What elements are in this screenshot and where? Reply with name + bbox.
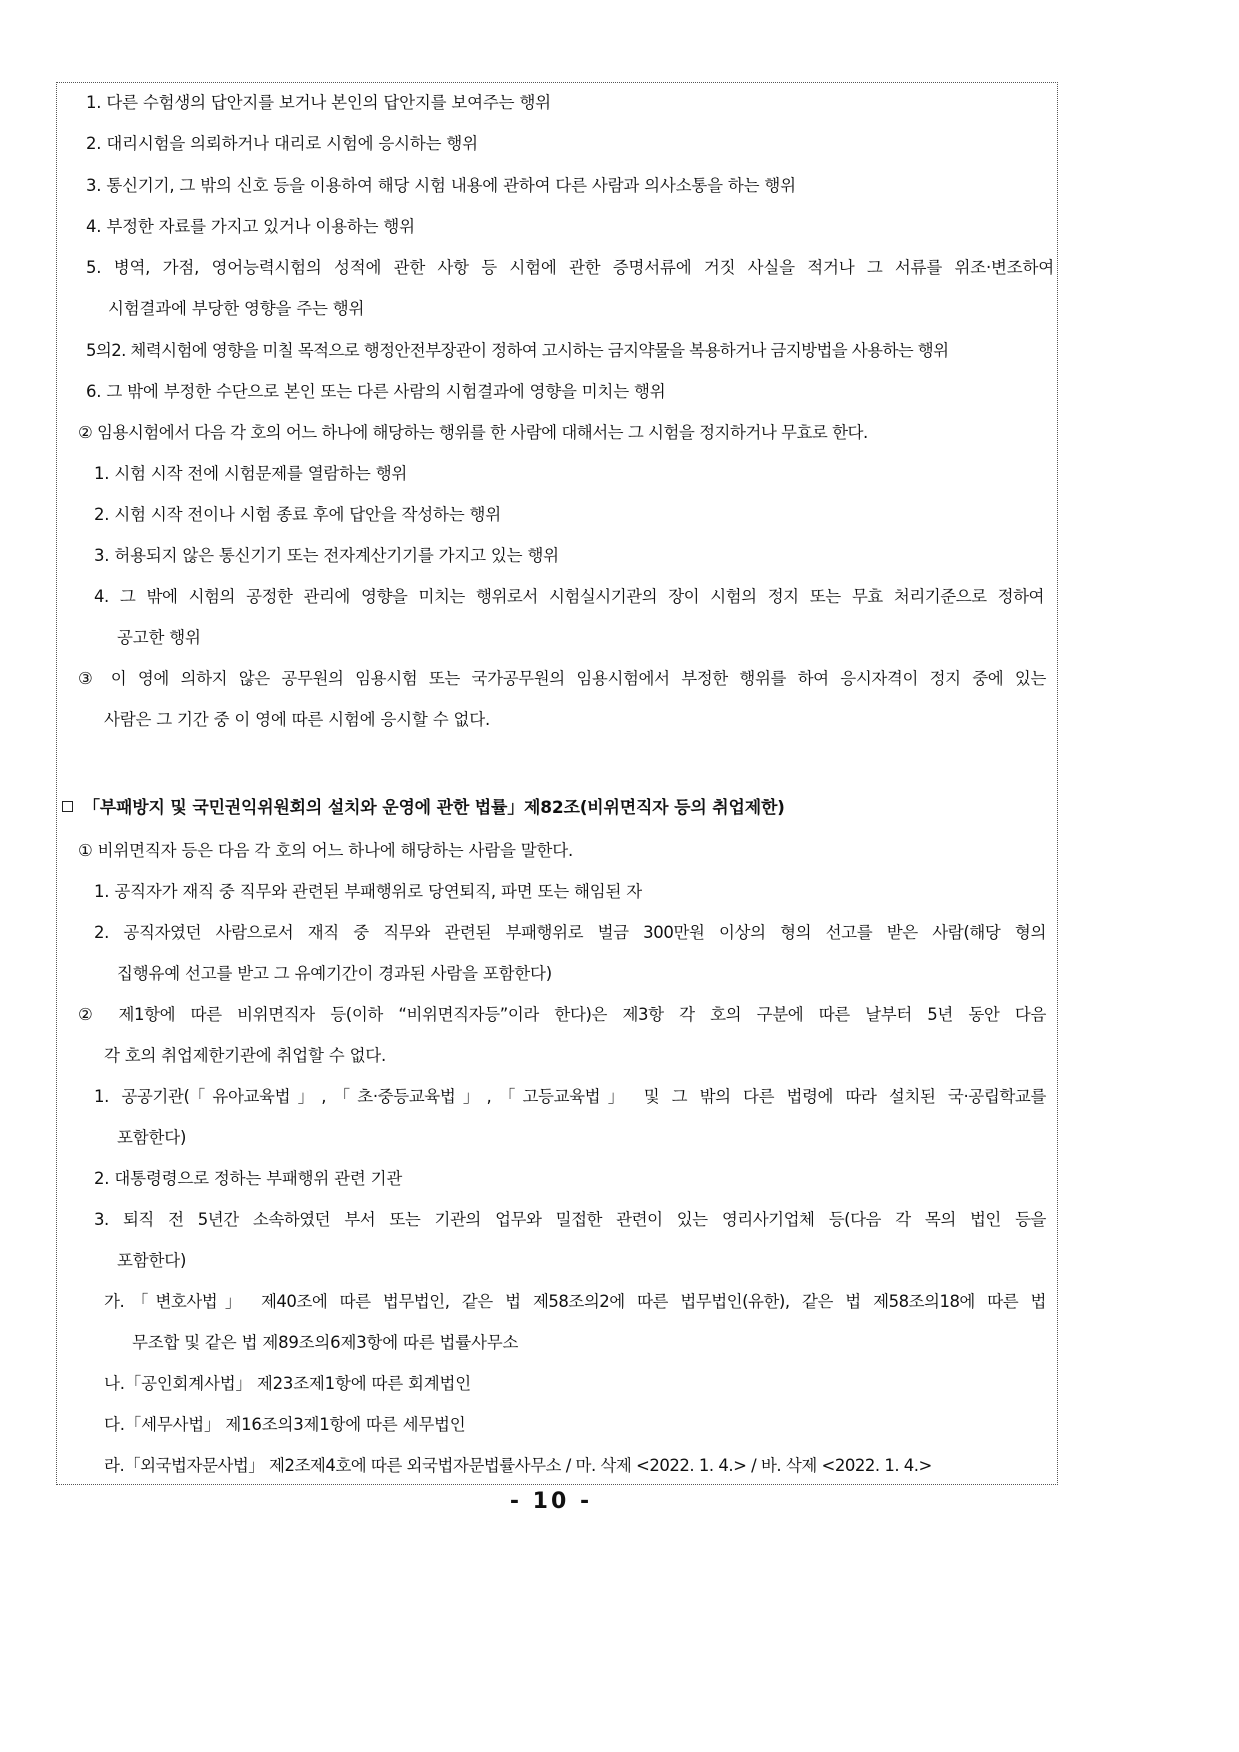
- text-line: 6. 그 밖에 부정한 수단으로 본인 또는 다른 사람의 시험결과에 영향을 미치는 행위: [86, 382, 666, 401]
- text-line: 2. 대통령령으로 정하는 부패행위 관련 기관: [94, 1169, 403, 1188]
- text-line: 공고한 행위: [117, 628, 201, 647]
- text-line: 각 호의 취업제한기관에 취업할 수 없다.: [104, 1046, 387, 1065]
- text-line: 2. 시험 시작 전이나 시험 종료 후에 답안을 작성하는 행위: [94, 505, 502, 524]
- text-line: 3. 퇴직 전 5년간 소속하였던 부서 또는 기관의 업무와 밀접한 관련이 있는 영리사기업체 등(다음 각 목의 법인 등을: [94, 1210, 1046, 1229]
- content-frame: [56, 82, 1058, 1485]
- text-line: 1. 공직자가 재직 중 직무와 관련된 부패행위로 당연퇴직, 파면 또는 해임된 자: [94, 882, 643, 901]
- page-number: - 10 -: [509, 1489, 593, 1514]
- text-line: 나.「공인회계사법」 제23조제1항에 따른 회계법인: [104, 1374, 471, 1393]
- text-line: 1. 다른 수험생의 답안지를 보거나 본인의 답안지를 보여주는 행위: [86, 93, 551, 112]
- square-bullet-icon: [62, 801, 73, 812]
- text-line: 2. 공직자였던 사람으로서 재직 중 직무와 관련된 부패행위로 벌금 300만원 이상의 형의 선고를 받은 사람(해당 형의: [94, 923, 1046, 942]
- text-line: ③ 이 영에 의하지 않은 공무원의 임용시험 또는 국가공무원의 임용시험에서 부정한 행위를 하여 응시자격이 정지 중에 있는: [78, 669, 1046, 688]
- text-line: 2. 대리시험을 의뢰하거나 대리로 시험에 응시하는 행위: [86, 134, 478, 153]
- text-line: ① 비위면직자 등은 다음 각 호의 어느 하나에 해당하는 사람을 말한다.: [78, 841, 574, 860]
- text-line: 다.「세무사법」 제16조의3제1항에 따른 세무법인: [104, 1415, 466, 1434]
- text-line: ② 임용시험에서 다음 각 호의 어느 하나에 해당하는 행위를 한 사람에 대해서는 그 시험을 정지하거나 무효로 한다.: [78, 423, 868, 442]
- text-line: 5. 병역, 가점, 영어능력시험의 성적에 관한 사항 등 시험에 관한 증명서류에 거짓 사실을 적거나 그 서류를 위조·변조하여: [86, 258, 1054, 277]
- section-heading: [62, 797, 785, 819]
- text-line: 가.「변호사법」 제40조에 따른 법무법인, 같은 법 제58조의2에 따른 법무법인(유한), 같은 법 제58조의18에 따른 법: [104, 1292, 1046, 1311]
- text-line: 시험결과에 부당한 영향을 주는 행위: [108, 299, 365, 318]
- text-line: 사람은 그 기간 중 이 영에 따른 시험에 응시할 수 없다.: [104, 710, 491, 729]
- text-line: 5의2. 체력시험에 영향을 미칠 목적으로 행정안전부장관이 정하여 고시하는 금지약물을 복용하거나 금지방법을 사용하는 행위: [86, 341, 949, 360]
- section-heading-text: 「부패방지 및 국민권익위원회의 설치와 운영에 관한 법률」제82조(비위면직자 등의 취업제한): [83, 798, 785, 818]
- text-line: 1. 공공기관(「유아교육법」,「초·중등교육법」,「고등교육법」 및 그 밖의 다른 법령에 따라 설치된 국·공립학교를: [94, 1087, 1046, 1106]
- text-line: 집행유예 선고를 받고 그 유예기간이 경과된 사람을 포함한다): [117, 964, 553, 983]
- text-line: 4. 부정한 자료를 가지고 있거나 이용하는 행위: [86, 217, 415, 236]
- text-line: 3. 통신기기, 그 밖의 신호 등을 이용하여 해당 시험 내용에 관하여 다른 사람과 의사소통을 하는 행위: [86, 176, 796, 195]
- text-line: 1. 시험 시작 전에 시험문제를 열람하는 행위: [94, 464, 408, 483]
- text-line: 포함한다): [117, 1251, 187, 1270]
- text-line: 무조합 및 같은 법 제89조의6제3항에 따른 법률사무소: [132, 1333, 519, 1352]
- text-line: 라.「외국법자문사법」 제2조제4호에 따른 외국법자문법률사무소 / 마. 삭제 <2022. 1. 4.> / 바. 삭제 <2022. 1. 4.>: [104, 1456, 932, 1475]
- text-line: 4. 그 밖에 시험의 공정한 관리에 영향을 미치는 행위로서 시험실시기관의 장이 시험의 정지 또는 무효 처리기준으로 정하여: [94, 587, 1044, 606]
- text-line: ② 제1항에 따른 비위면직자 등(이하 “비위면직자등”이라 한다)은 제3항 각 호의 구분에 따른 날부터 5년 동안 다음: [78, 1005, 1046, 1024]
- text-line: 포함한다): [117, 1128, 187, 1147]
- text-line: 3. 허용되지 않은 통신기기 또는 전자계산기기를 가지고 있는 행위: [94, 546, 559, 565]
